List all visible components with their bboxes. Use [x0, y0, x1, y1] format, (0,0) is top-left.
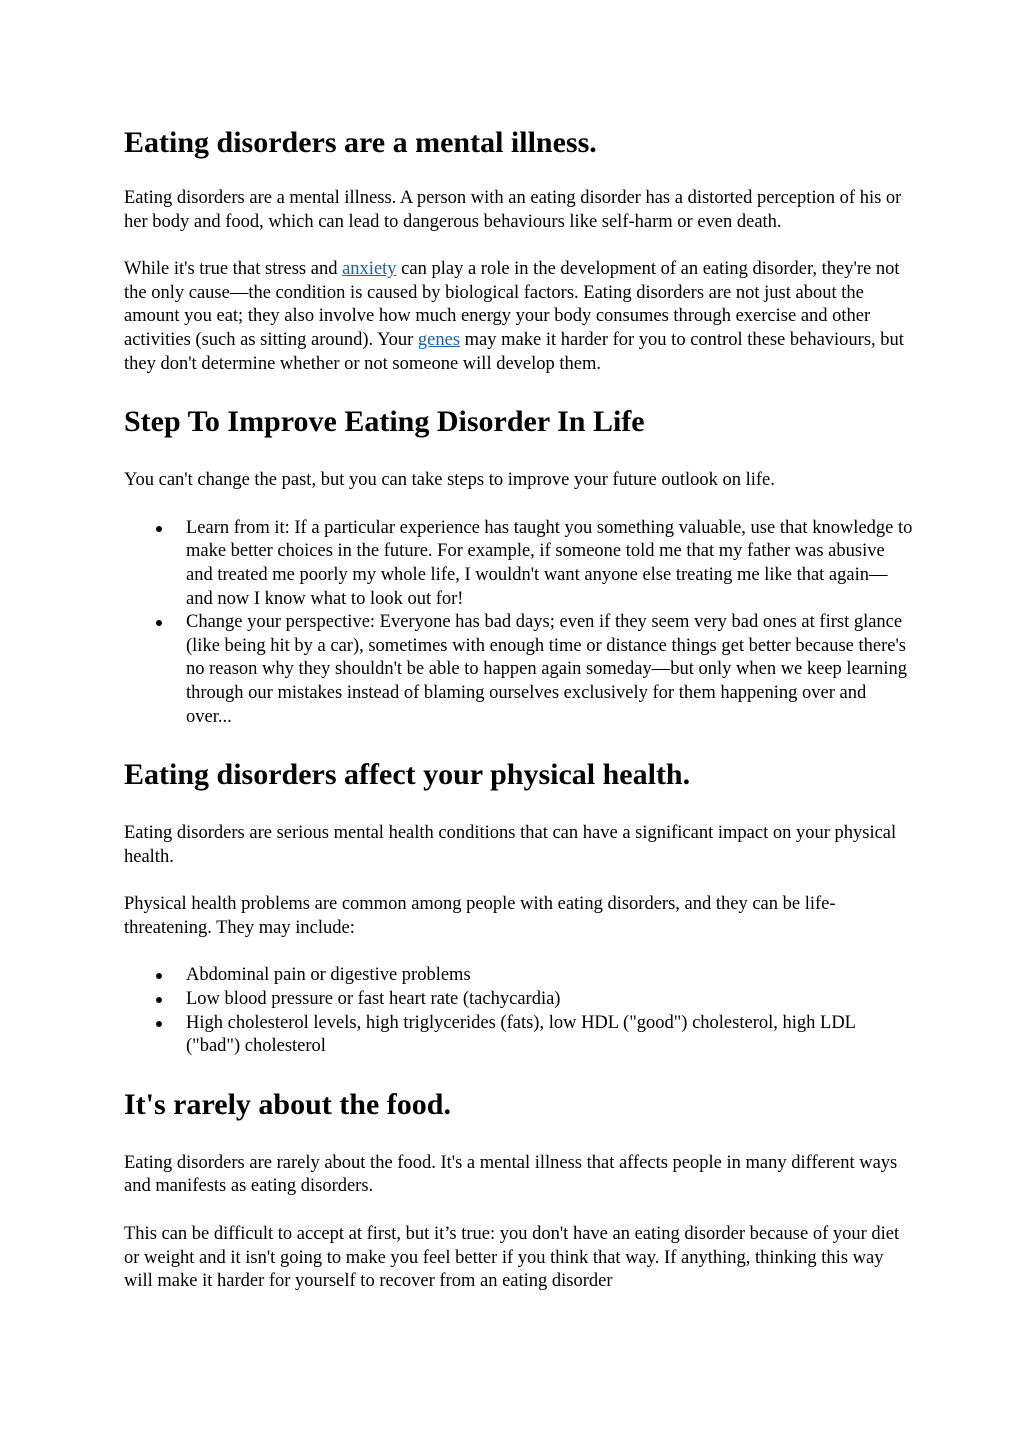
steps-list	[124, 517, 914, 729]
section-heading-step-to-improve: Step To Improve Eating Disorder In Life	[124, 405, 645, 439]
health-problems-list	[124, 964, 914, 1058]
section-heading-mental-illness: Eating disorders are a mental illness.	[124, 126, 597, 159]
list-item: Abdominal pain or digestive problems	[186, 964, 914, 988]
list-item: Change your perspective: Everyone has bad days; even if they seem very bad ones at first glance (like being hit by a car), sometimes with enough time or distance things get better because there's no reason why they shouldn't be able to happen again someday—but only when we keep learning through our mistakes instead of blaming ourselves exclusively for them happening over and over...	[186, 611, 914, 729]
genes-link[interactable]: genes	[417, 329, 461, 350]
list-item: Low blood pressure or fast heart rate (tachycardia)	[186, 988, 914, 1012]
list-item: Learn from it: If a particular experience has taught you something valuable, use that knowledge to make better choices in the future. For example, if someone told me that my father was abusive and treated me poorly my whole life, I wouldn't want anyone else treating me like that again—and now I know what to look out for!	[186, 517, 914, 611]
anxiety-link[interactable]: anxiety	[342, 259, 397, 280]
paragraph-stress-anxiety	[124, 258, 914, 376]
section-heading-physical-health: Eating disorders affect your physical health.	[124, 758, 691, 792]
section-heading-rarely-about-food: It's rarely about the food.	[124, 1087, 451, 1121]
list-item: High cholesterol levels, high triglycerides (fats), low HDL ("good") cholesterol, high LDL ("bad") cholesterol	[186, 1012, 914, 1059]
paragraph-text: can play a role in the development of an eating disorder, they're not the only cause—the condition is caused by biological factors. Eating disorders are not just about the amount you eat; they also involve how much energy your body consumes through exercise and other activities (such as sitting around). Your	[124, 259, 900, 350]
paragraph-difficult-to-accept: This can be difficult to accept at first, but it’s true: you don't have an eating disorder because of your diet or weight and it isn't going to make you feel better if you think that way. If anything, thinking this way will make it harder for yourself to recover from an eating disorder	[124, 1224, 900, 1292]
paragraph-change-past: You can't change the past, but you can take steps to improve your future outlook on life.	[124, 470, 775, 491]
paragraph-health-problems: Physical health problems are common among people with eating disorders, and they can be life-threatening. They may include:	[124, 894, 836, 938]
paragraph-physical-health-intro: Eating disorders are serious mental health conditions that can have a significant impact on your physical health.	[124, 823, 897, 867]
document-page	[124, 124, 914, 1294]
paragraph-text: While it's true that stress and	[124, 259, 343, 280]
paragraph-mental-illness-intro: Eating disorders are a mental illness. A person with an eating disorder has a distorted perception of his or her body and food, which can lead to dangerous behaviours like self-harm or even death.	[124, 188, 902, 232]
paragraph-text: may make it harder for you to control these behaviours, but they don't determine whether or not someone will develop them.	[124, 329, 904, 374]
paragraph-rarely-about-food: Eating disorders are rarely about the food. It's a mental illness that affects people in many different ways and manifests as eating disorders.	[124, 1152, 898, 1197]
